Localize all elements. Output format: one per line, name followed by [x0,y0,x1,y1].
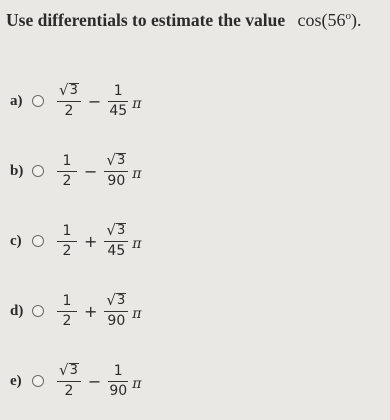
expr-degree: o [345,10,352,22]
fraction [108,83,128,120]
radio-button[interactable] [32,305,44,317]
fraction-numerator [57,82,81,102]
expr-period: . [357,10,362,30]
pi-symbol: π [132,236,142,252]
fraction [57,82,81,120]
operator: + [84,301,98,321]
fraction-numerator [104,292,128,312]
option-expression [54,362,141,400]
answer-option[interactable] [10,82,141,120]
question-expression: cos(56$^o$). [297,10,362,30]
fraction-numerator: 1 [57,153,77,172]
option-expression [54,152,141,190]
operator: − [84,161,98,181]
fraction-denominator: 2 [62,242,72,259]
fraction [104,222,128,260]
option-letter: d) [10,302,24,319]
pi-symbol: π [132,96,142,112]
fraction-numerator: 1 [108,363,128,382]
answer-option[interactable] [10,362,141,400]
option-letter: e) [10,372,22,389]
fraction-denominator: 2 [62,312,72,329]
question-text [6,10,362,31]
operator: − [87,91,102,111]
pi-symbol: π [132,166,142,182]
fraction-denominator: 45 [109,102,128,119]
answer-option[interactable] [10,152,141,190]
operator: − [87,371,102,391]
answer-option[interactable] [10,292,141,330]
question-prompt: Use differentials to estimate the value [6,10,286,30]
radio-button[interactable] [32,95,44,107]
fraction [104,152,128,190]
fraction [108,363,128,400]
sqrt-argument: 3 [116,293,126,308]
sqrt-expression [106,222,126,238]
fraction [57,153,77,190]
fraction-denominator: 2 [64,383,74,399]
pi-symbol: π [132,376,142,392]
sqrt-argument: 3 [69,363,78,378]
fraction-numerator: 1 [57,293,77,312]
fraction [57,293,77,330]
sqrt-symbol: √ [106,221,116,239]
expr-value: 56 [327,10,346,30]
option-letter: b) [10,162,24,179]
fraction-denominator: 90 [109,382,128,399]
fraction [57,362,81,400]
sqrt-symbol: √ [106,291,116,309]
sqrt-expression [59,82,79,98]
sqrt-argument: 3 [116,153,126,168]
option-expression [54,222,141,260]
radio-button[interactable] [32,235,44,247]
fraction-denominator: 45 [107,243,126,259]
sqrt-expression [106,152,126,168]
fraction-denominator: 2 [62,172,72,189]
sqrt-argument: 3 [69,83,78,98]
operator: + [84,231,98,251]
sqrt-expression [59,362,79,378]
radio-button[interactable] [32,165,44,177]
radio-button[interactable] [32,375,44,387]
sqrt-symbol: √ [59,81,69,99]
fraction-numerator: 1 [57,223,77,242]
fraction-numerator [104,152,128,172]
option-letter: c) [10,232,22,249]
fraction [104,292,128,330]
fraction-numerator: 1 [108,83,128,102]
option-expression [54,82,141,120]
pi-symbol: π [132,306,142,322]
expr-func: cos [297,10,322,30]
fraction [57,223,77,260]
answer-option[interactable] [10,222,141,260]
sqrt-symbol: √ [59,361,69,379]
fraction-denominator: 90 [107,173,126,189]
fraction-numerator [57,362,81,382]
option-letter: a) [10,92,23,109]
option-expression [54,292,141,330]
sqrt-argument: 3 [116,223,126,238]
fraction-denominator: 90 [107,313,126,329]
sqrt-expression [106,292,126,308]
fraction-denominator: 2 [64,103,74,119]
sqrt-symbol: √ [106,151,116,169]
fraction-numerator [104,222,128,242]
